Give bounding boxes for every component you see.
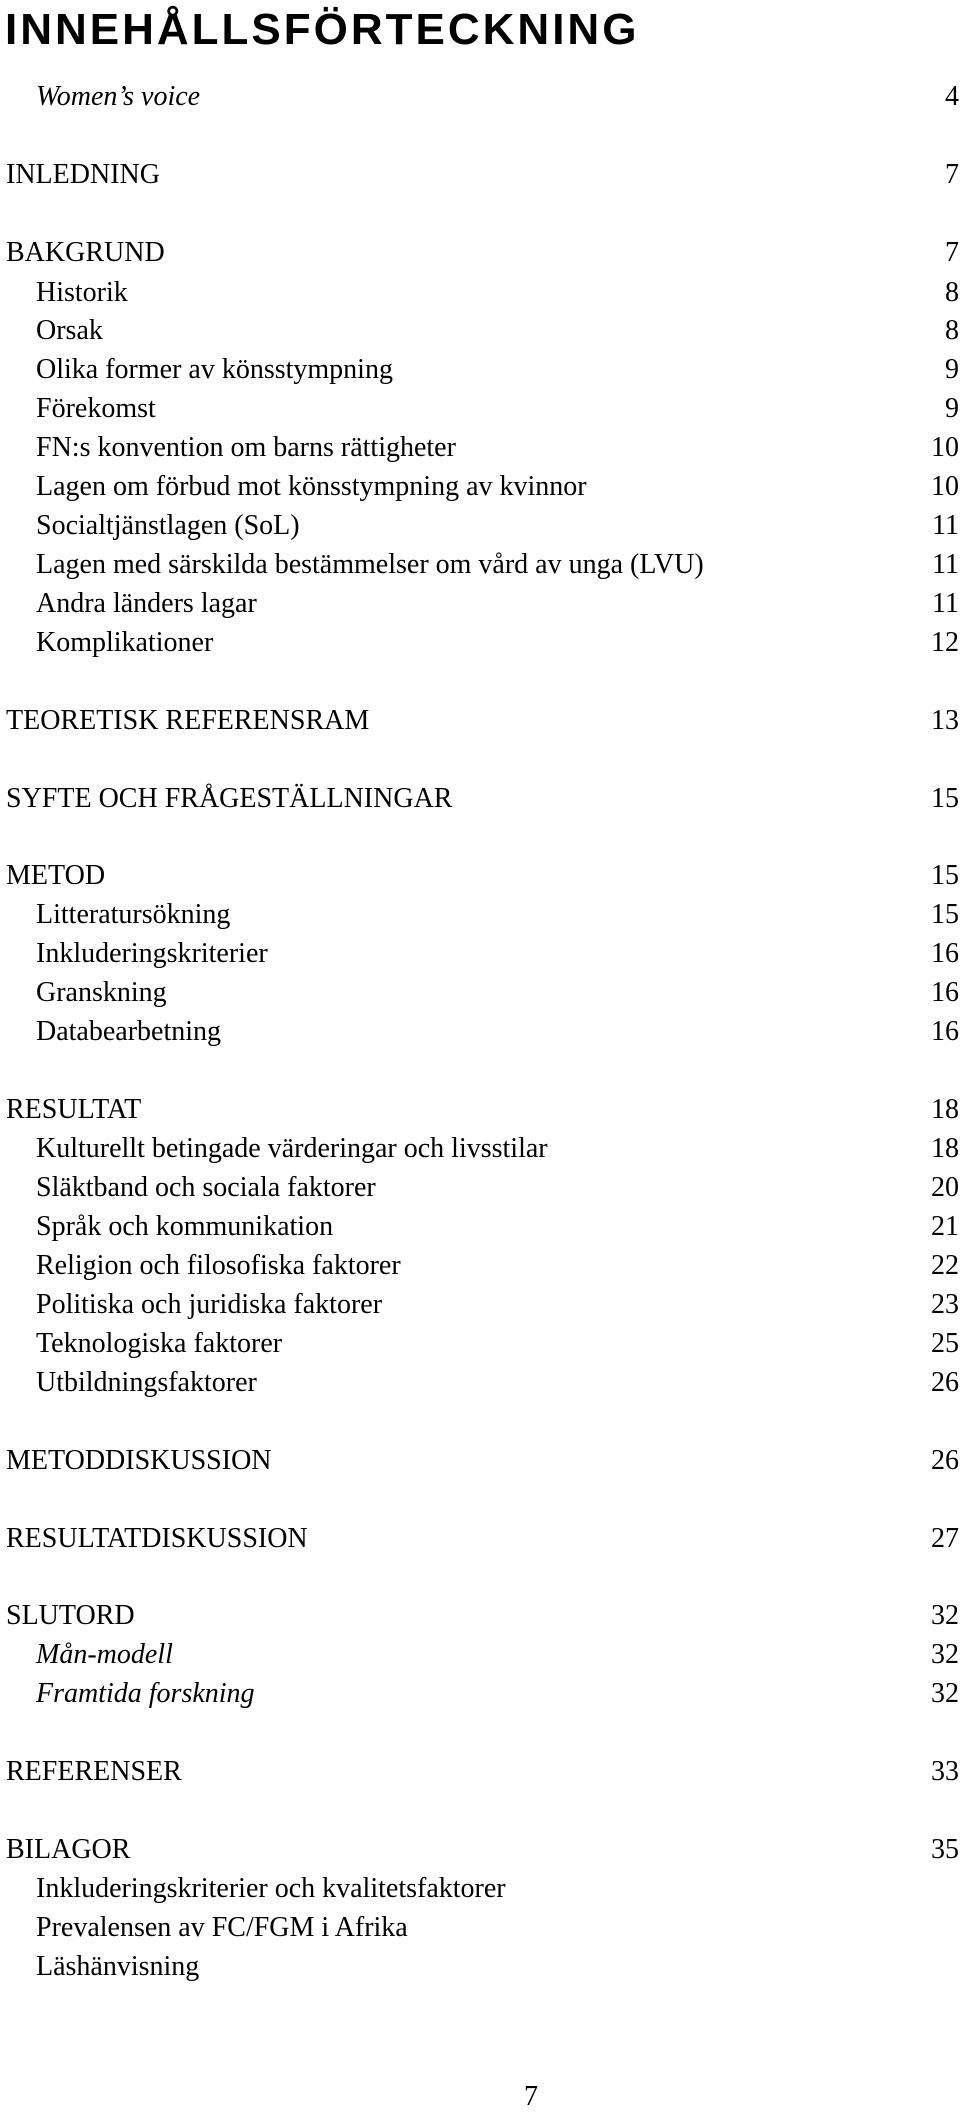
- toc-entry-page: 9: [945, 393, 959, 424]
- toc-entry: [0, 77, 960, 117]
- page-title: INNEHÅLLSFÖRTECKNING: [5, 5, 640, 54]
- toc-entry: [0, 311, 960, 351]
- toc-entry-label: METOD: [6, 860, 106, 891]
- toc-entry-page: 11: [932, 549, 959, 580]
- toc-entry-label: Teknologiska faktorer: [36, 1328, 283, 1359]
- toc-entry: [0, 1207, 960, 1247]
- toc-entry-label: Förekomst: [36, 393, 156, 424]
- toc-entry: [0, 233, 960, 273]
- toc-entry: [0, 273, 960, 313]
- toc-entry: [0, 1129, 960, 1169]
- toc-entry-page: 10: [931, 432, 959, 463]
- toc-entry-label: BAKGRUND: [6, 237, 165, 268]
- toc-entry: [0, 545, 960, 585]
- toc-entry-label: Komplikationer: [36, 627, 214, 658]
- toc-entry-page: 15: [931, 899, 959, 930]
- toc-entry-page: 4: [945, 81, 959, 112]
- toc-entry-label: Olika former av könsstympning: [36, 354, 393, 385]
- toc-entry-page: 15: [931, 860, 959, 891]
- toc-entry: [0, 1012, 960, 1052]
- toc-entry-page: 20: [931, 1172, 959, 1203]
- toc-entry-label: METODDISKUSSION: [6, 1445, 272, 1476]
- toc-entry-page: 15: [931, 783, 959, 814]
- toc-entry: [0, 1285, 960, 1325]
- toc-entry-label: Databearbetning: [36, 1016, 222, 1047]
- toc-entry-label: Andra länders lagar: [36, 588, 257, 619]
- toc-entry-label: FN:s konvention om barns rättigheter: [36, 432, 456, 463]
- toc-entry: [0, 779, 960, 819]
- toc-entry-page: 26: [931, 1445, 959, 1476]
- toc-entry-label: Women’s voice: [36, 81, 201, 112]
- toc-entry-page: 21: [931, 1211, 959, 1242]
- toc-entry: [0, 1596, 960, 1636]
- toc-entry: [0, 389, 960, 429]
- toc-entry-page: 22: [931, 1250, 959, 1281]
- toc-entry: [0, 350, 960, 390]
- toc-entry-label: SYFTE OCH FRÅGESTÄLLNINGAR: [6, 783, 453, 814]
- toc-entry: [0, 1246, 960, 1286]
- toc-entry-page: 12: [931, 627, 959, 658]
- toc-entry-label: Litteratursökning: [36, 899, 231, 930]
- toc-entry-label: Politiska och juridiska faktorer: [36, 1289, 383, 1320]
- toc-entry-label: BILAGOR: [6, 1834, 131, 1865]
- toc-entry-label: REFERENSER: [6, 1756, 182, 1787]
- toc-entry: [0, 1324, 960, 1364]
- toc-entry-label: RESULTAT: [6, 1094, 142, 1125]
- toc-entry-page: 8: [945, 277, 959, 308]
- toc-entry-page: 25: [931, 1328, 959, 1359]
- toc-entry-page: 32: [931, 1600, 959, 1631]
- toc-entry-label: Lagen om förbud mot könsstympning av kvinnor: [36, 471, 587, 502]
- toc-entry: [0, 1363, 960, 1403]
- toc-entry-page: 8: [945, 315, 959, 346]
- toc-entry-label: INLEDNING: [6, 159, 160, 190]
- toc-entry-page: 35: [931, 1834, 959, 1865]
- toc-entry-label: RESULTATDISKUSSION: [6, 1523, 308, 1554]
- toc-entry: [0, 1168, 960, 1208]
- toc-entry-page: 11: [932, 588, 959, 619]
- page-number: 7: [524, 2081, 538, 2112]
- toc-entry-label: Läshänvisning: [36, 1951, 200, 1982]
- toc-entry-page: 16: [931, 938, 959, 969]
- toc-entry-page: 13: [931, 705, 959, 736]
- toc-entry: [0, 1090, 960, 1130]
- toc-entry: [0, 856, 960, 896]
- toc-entry-page: 10: [931, 471, 959, 502]
- toc-entry: [0, 467, 960, 507]
- toc-entry-page: 23: [931, 1289, 959, 1320]
- toc-entry: [0, 934, 960, 974]
- toc-entry: [0, 1908, 960, 1948]
- toc-entry: [0, 584, 960, 624]
- toc-entry-page: 18: [931, 1133, 959, 1164]
- toc-entry-label: Lagen med särskilda bestämmelser om vård av unga (LVU): [36, 549, 704, 580]
- toc-entry-page: 11: [932, 510, 959, 541]
- toc-entry: [0, 973, 960, 1013]
- toc-entry-label: Mån-modell: [36, 1639, 173, 1670]
- toc-entry-label: Socialtjänstlagen (SoL): [36, 510, 300, 541]
- toc-entry-page: 33: [931, 1756, 959, 1787]
- toc-entry-label: Inkluderingskriterier och kvalitetsfaktorer: [36, 1873, 506, 1904]
- toc-entry-label: SLUTORD: [6, 1600, 135, 1631]
- toc-entry-page: 32: [931, 1678, 959, 1709]
- toc-entry: [0, 1830, 960, 1870]
- toc-entry-label: Religion och filosofiska faktorer: [36, 1250, 401, 1281]
- toc-entry-label: Utbildningsfaktorer: [36, 1367, 257, 1398]
- toc-entry-label: Språk och kommunikation: [36, 1211, 334, 1242]
- toc-entry-page: 7: [945, 159, 959, 190]
- toc-entry-label: TEORETISK REFERENSRAM: [6, 705, 370, 736]
- toc-entry: [0, 701, 960, 741]
- toc-entry: [0, 155, 960, 195]
- toc-entry-page: 27: [931, 1523, 959, 1554]
- toc-entry: [0, 1752, 960, 1792]
- toc-entry: [0, 1947, 960, 1987]
- toc-entry-label: Släktband och sociala faktorer: [36, 1172, 376, 1203]
- toc-entry-page: 32: [931, 1639, 959, 1670]
- toc-entry-page: 9: [945, 354, 959, 385]
- toc-entry-page: 16: [931, 1016, 959, 1047]
- toc-entry-label: Orsak: [36, 315, 103, 346]
- toc-entry-label: Kulturellt betingade värderingar och livsstilar: [36, 1133, 548, 1164]
- toc-entry-label: Inkluderingskriterier: [36, 938, 268, 969]
- toc-entry-page: 18: [931, 1094, 959, 1125]
- toc-entry-page: 16: [931, 977, 959, 1008]
- toc-entry-label: Prevalensen av FC/FGM i Afrika: [36, 1912, 408, 1943]
- toc-entry: [0, 1674, 960, 1714]
- toc-entry-label: Historik: [36, 277, 128, 308]
- toc-entry: [0, 428, 960, 468]
- toc-entry-page: 7: [945, 237, 959, 268]
- toc-entry: [0, 623, 960, 663]
- toc-entry-label: Granskning: [36, 977, 167, 1008]
- toc-entry-label: Framtida forskning: [36, 1678, 255, 1709]
- toc-entry: [0, 1441, 960, 1481]
- toc-entry-page: 26: [931, 1367, 959, 1398]
- toc-entry: [0, 506, 960, 546]
- toc-entry: [0, 895, 960, 935]
- toc-entry: [0, 1519, 960, 1559]
- toc-entry: [0, 1869, 960, 1909]
- toc-entry: [0, 1635, 960, 1675]
